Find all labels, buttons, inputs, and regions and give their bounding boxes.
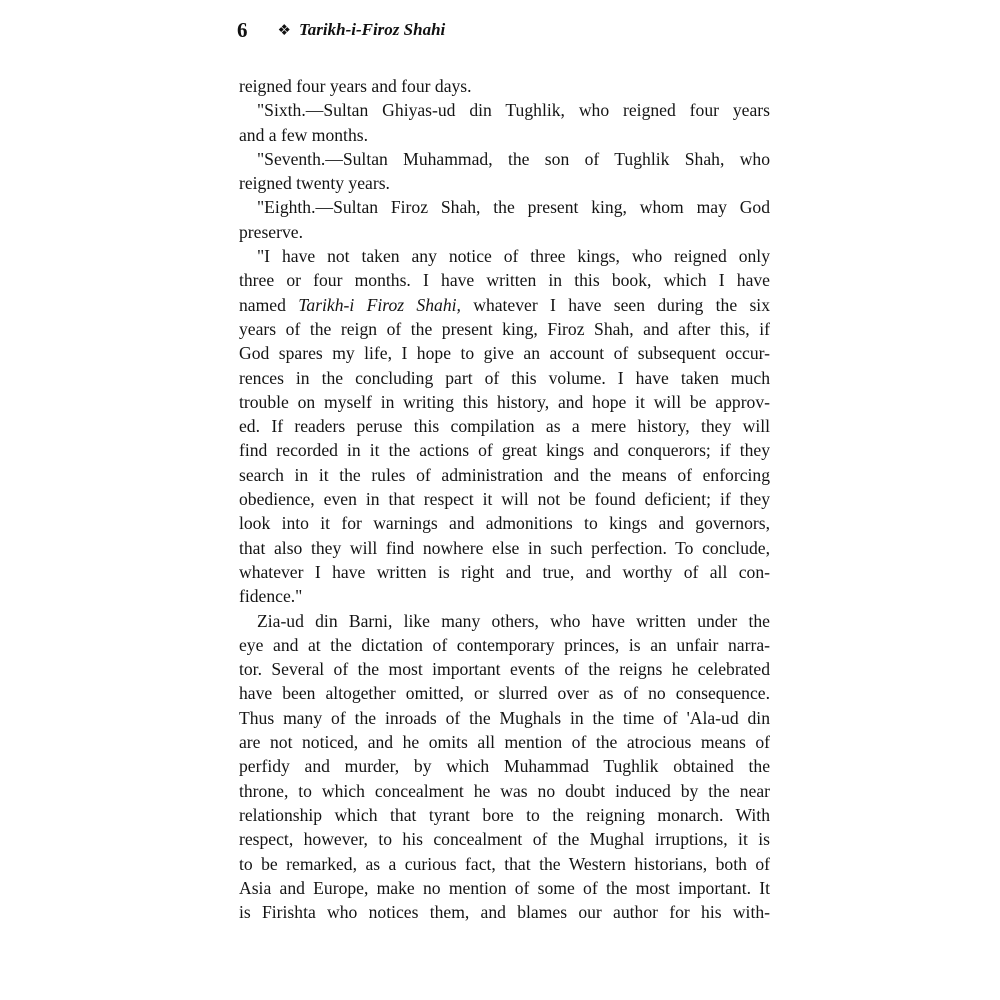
text-line: preserve. — [239, 221, 303, 242]
text-line: Asia and Europe, make no mention of some of the most important. It — [239, 877, 770, 898]
text-line: to be remarked, as a curious fact, that the Western historians, both of — [239, 853, 770, 874]
text-line: whatever I have written is right and true, and worthy of all con- — [239, 561, 770, 582]
text-line: is Firishta who notices them, and blames our author for his with- — [239, 902, 770, 923]
italic-book-title: Tarikh-i Firoz Shahi, — [298, 294, 461, 315]
text-line: look into it for warnings and admonitions to kings and governors, — [239, 513, 770, 534]
running-header — [237, 14, 445, 46]
text-line: "Eighth.—Sultan Firoz Shah, the present king, whom may God — [257, 197, 770, 218]
text-line: God spares my life, I hope to give an account of subsequent occur- — [239, 343, 770, 364]
text-line: eye and at the dictation of contemporary princes, is an unfair narra- — [239, 634, 770, 655]
text-line: trouble on myself in writing this history, and hope it will be approv- — [239, 391, 770, 412]
text-line: Zia-ud din Barni, like many others, who have written under the — [257, 610, 770, 631]
text-line: tor. Several of the most important events of the reigns he celebrated — [239, 659, 770, 680]
fleuron-ornament-icon: ❖ — [277, 21, 291, 39]
running-title: Tarikh-i-Firoz Shahi — [298, 20, 446, 39]
text-line: rences in the concluding part of this volume. I have taken much — [239, 367, 770, 388]
text-line: "Sixth.—Sultan Ghiyas-ud din Tughlik, who reigned four years — [257, 100, 770, 121]
text-line: find recorded in it the actions of great kings and conquerors; if they — [239, 440, 770, 461]
text-line: Thus many of the inroads of the Mughals in the time of 'Ala-ud din — [239, 707, 770, 728]
text-line: perfidy and murder, by which Muhammad Tughlik obtained the — [239, 756, 770, 777]
text-line: throne, to which concealment he was no doubt induced by the near — [239, 780, 770, 801]
text-line: reigned twenty years. — [239, 173, 390, 194]
text-line: ed. If readers peruse this compilation as a mere history, they will — [239, 416, 770, 437]
text-line: relationship which that tyrant bore to the reigning monarch. With — [239, 804, 770, 825]
text-line: search in it the rules of administration and the means of enforcing — [239, 464, 770, 485]
body-text — [239, 74, 770, 924]
text-line — [239, 293, 770, 317]
text-line: and a few months. — [239, 124, 368, 145]
page-number: 6 — [237, 17, 248, 42]
text-line: three or four months. I have written in this book, which I have — [239, 270, 770, 291]
text-line: fidence." — [239, 586, 303, 607]
text-line: obedience, even in that respect it will not be found deficient; if they — [239, 489, 770, 510]
text-line: years of the reign of the present king, Firoz Shah, and after this, if — [239, 318, 770, 339]
text-line: reigned four years and four days. — [239, 76, 472, 96]
text-line: respect, however, to his concealment of the Mughal irruptions, it is — [239, 829, 770, 850]
text-segment: named — [239, 294, 299, 315]
text-line: that also they will find nowhere else in such perfection. To conclude, — [239, 537, 770, 558]
text-segment: whatever I have seen during the six — [460, 294, 770, 315]
text-line: are not noticed, and he omits all mention of the atrocious means of — [239, 732, 770, 753]
text-line: "Seventh.—Sultan Muhammad, the son of Tughlik Shah, who — [257, 148, 770, 169]
text-line: have been altogether omitted, or slurred over as of no consequence. — [239, 683, 770, 704]
text-line: "I have not taken any notice of three kings, who reigned only — [257, 246, 770, 267]
